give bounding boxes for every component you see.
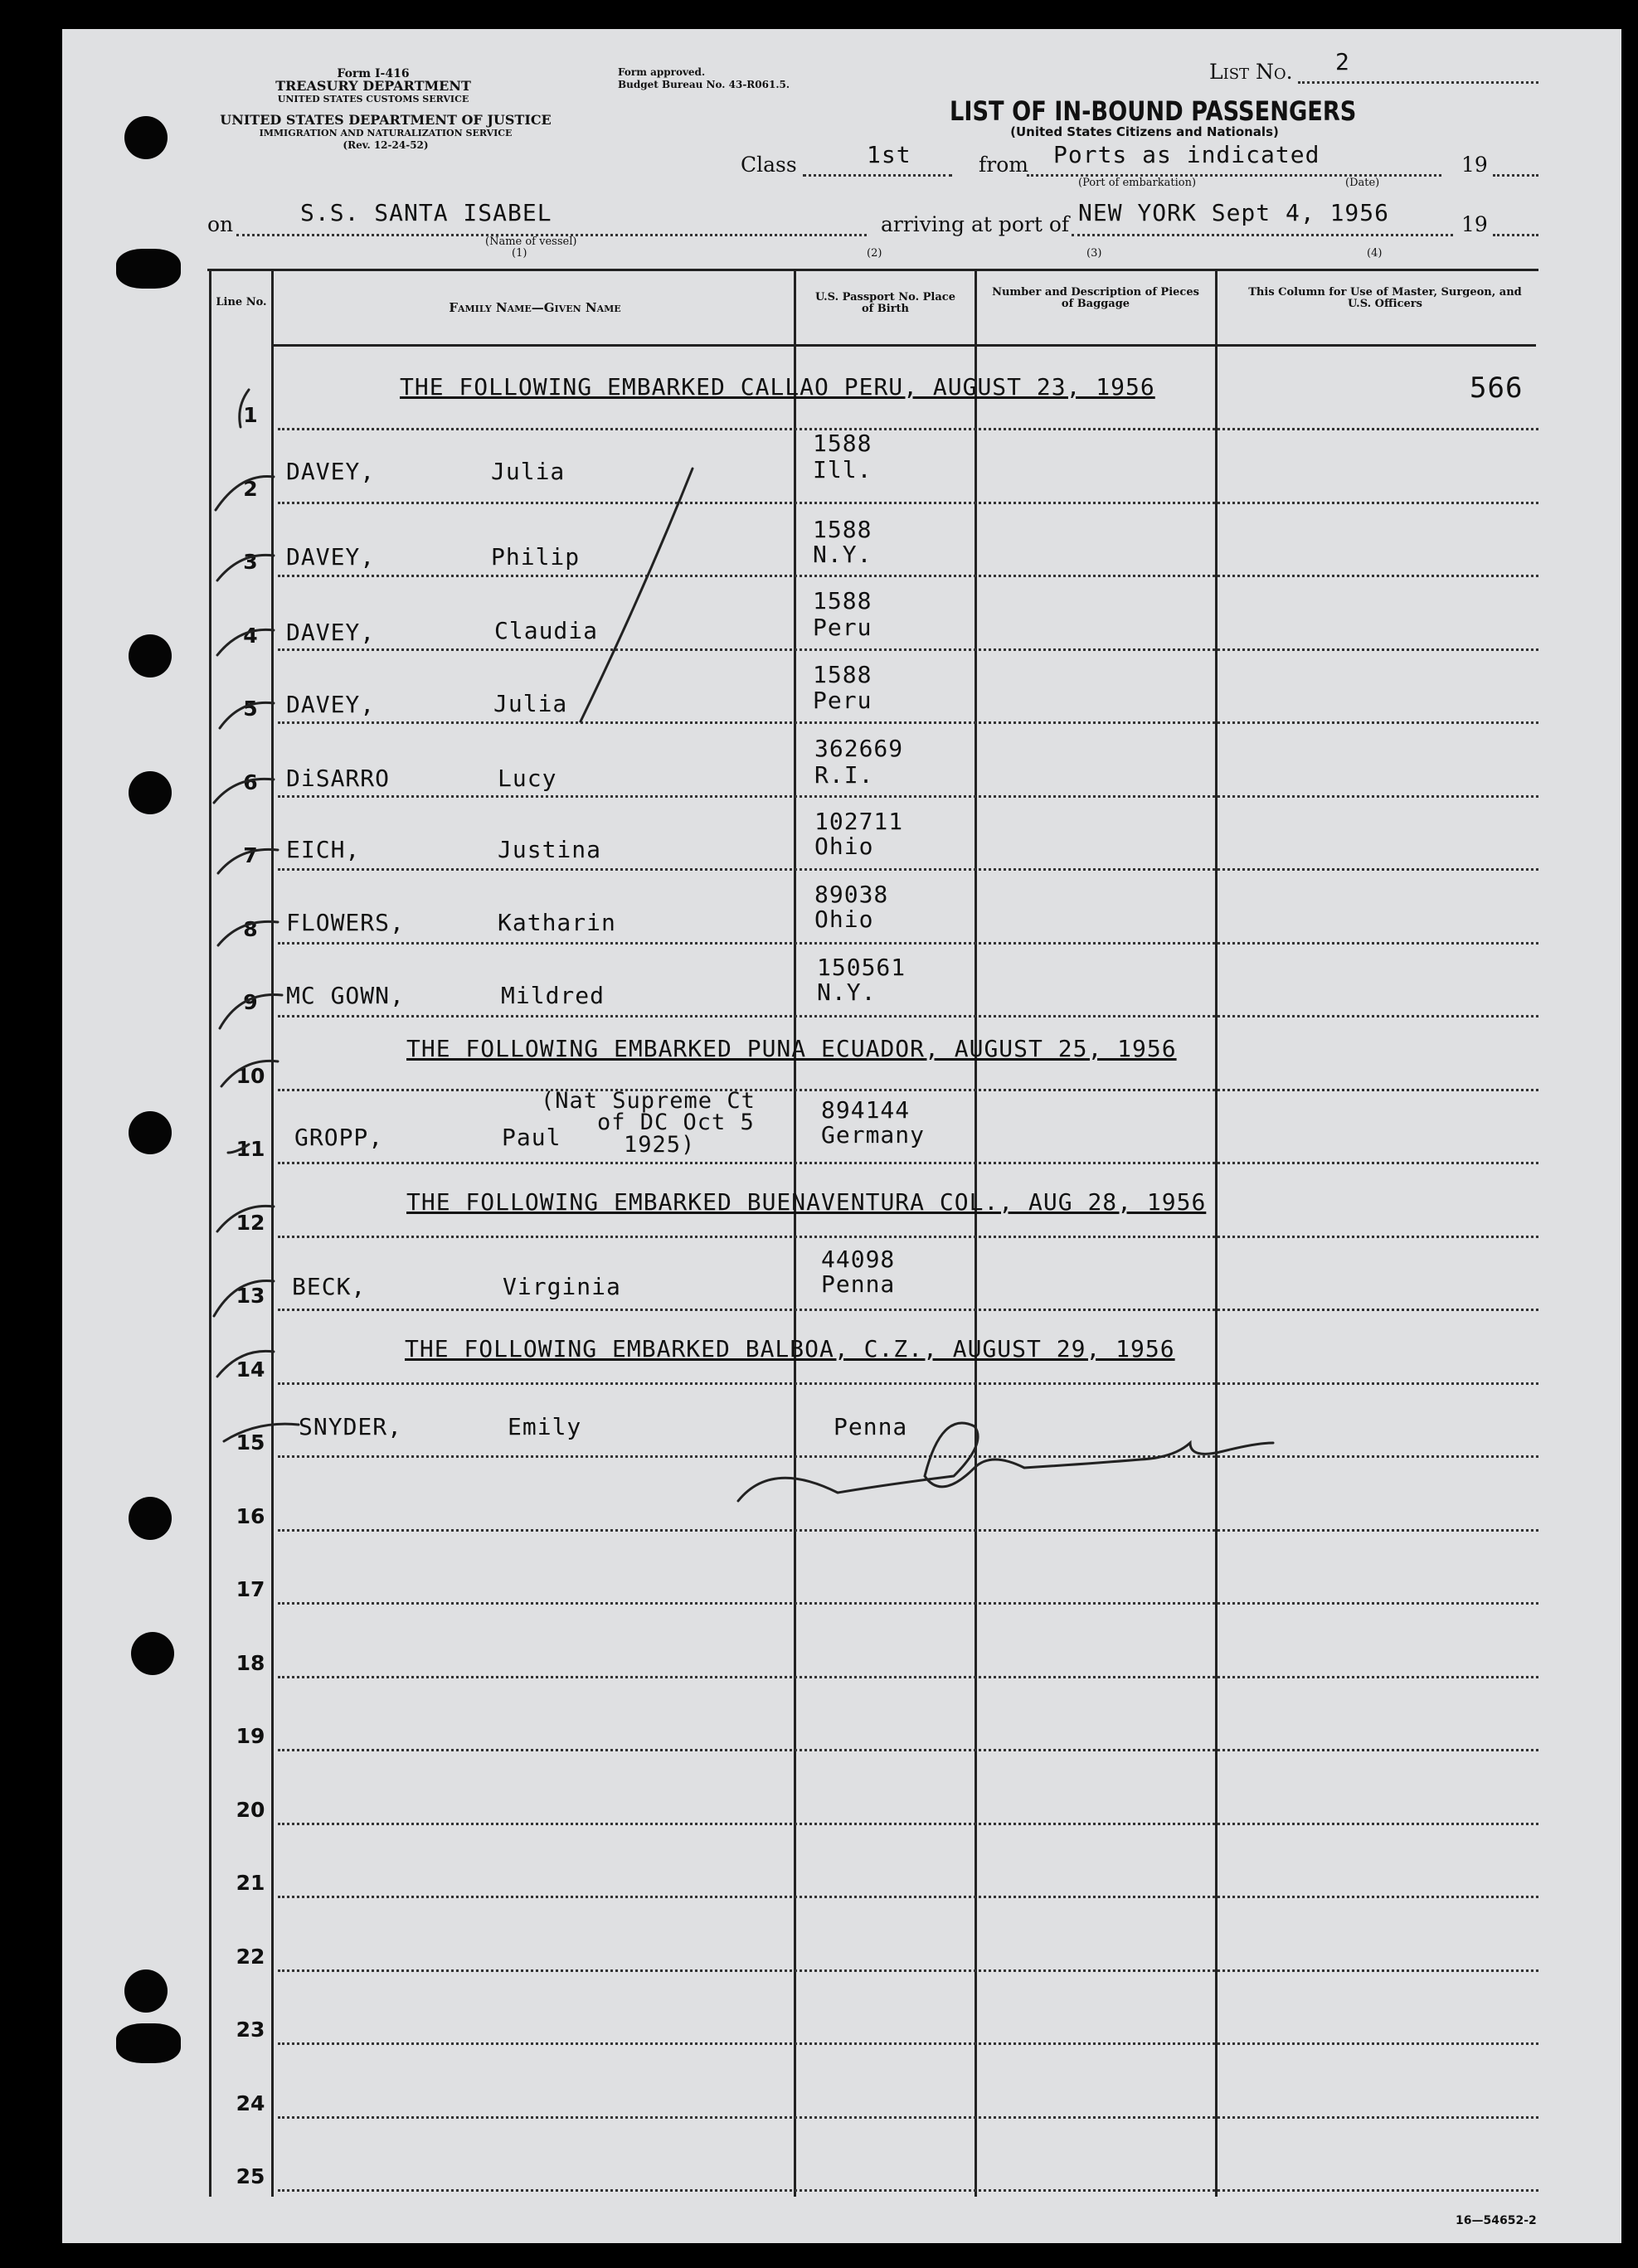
naturalization-note: 1925) [624, 1132, 696, 1158]
passenger-family: DAVEY, [286, 458, 376, 485]
birth-place: Peru [813, 614, 872, 641]
passport-number: 89038 [814, 881, 889, 908]
passenger-given: Paul [502, 1124, 561, 1151]
passenger-given: Emily [508, 1413, 582, 1440]
passenger-given: Philip [491, 543, 581, 571]
passenger-given: Justina [498, 836, 602, 863]
check-mark [217, 555, 274, 580]
passenger-family: DAVEY, [286, 691, 376, 718]
ins-service: IMMIGRATION AND NATURALIZATION SERVICE [259, 128, 513, 138]
passport-number: 894144 [821, 1096, 911, 1124]
form-title: LIST OF IN-BOUND PASSENGERS [950, 95, 1357, 127]
passenger-family: EICH, [286, 836, 361, 863]
embark-heading: THE FOLLOWING EMBARKED PUNA ECUADOR, AUGUST 25, 1956 [406, 1035, 1177, 1062]
list-no-value: 2 [1335, 48, 1350, 75]
from-label: from [979, 153, 1028, 177]
form-number: Form I-416 [337, 67, 410, 80]
naturalization-note: of DC Oct 5 [597, 1110, 755, 1135]
budget-bureau: Budget Bureau No. 43-R061.5. [618, 79, 790, 90]
line-number: 10 [236, 1063, 265, 1088]
class-value: 1st [867, 141, 911, 168]
check-mark [218, 921, 278, 945]
line-number: 4 [243, 623, 258, 648]
passenger-given: Katharin [498, 909, 616, 936]
signature-label [0, 0, 4, 1]
date-caption: (Date) [1345, 177, 1380, 189]
passenger-given: Lucy [498, 765, 557, 792]
line-number: 6 [243, 770, 258, 794]
line-number: 14 [236, 1357, 265, 1382]
line-number: 12 [236, 1210, 265, 1235]
arriving-label: arriving at port of [881, 212, 1070, 236]
passenger-family: SNYDER, [299, 1413, 403, 1440]
check-mark [214, 779, 274, 803]
check-mark [218, 849, 278, 873]
justice-dept: UNITED STATES DEPARTMENT OF JUSTICE [220, 112, 552, 128]
passport-number: 150561 [817, 954, 906, 981]
col-header-name: Family Name—Given Name [449, 300, 621, 315]
class-label: Class [741, 153, 797, 177]
passport-number: 102711 [814, 808, 904, 835]
check-mark [217, 1206, 274, 1231]
year-label-2: 19 [1461, 212, 1488, 236]
form-approved: Form approved. [618, 66, 706, 78]
line-number: 1 [243, 403, 258, 427]
footer-code: 16—54652-2 [1456, 2214, 1537, 2227]
line-number: 15 [236, 1430, 265, 1455]
form-subtitle: (United States Citizens and Nationals) [1010, 124, 1279, 139]
birth-place: N.Y. [817, 979, 877, 1006]
treasury-dept: TREASURY DEPARTMENT [275, 78, 471, 94]
check-mark [228, 1144, 249, 1153]
passenger-family: GROPP, [294, 1124, 384, 1151]
check-mark [224, 1424, 299, 1441]
passport-number: 1588 [813, 516, 872, 543]
col-header-baggage: Number and Description of Pieces of Baggage [992, 286, 1199, 310]
passport-number: 362669 [814, 735, 904, 762]
line-number: 18 [236, 1650, 265, 1675]
check-mark [221, 1061, 278, 1086]
birth-place: Peru [813, 687, 872, 714]
passenger-family: DAVEY, [286, 543, 376, 571]
birth-place: R.I. [814, 761, 874, 789]
check-mark [217, 1351, 274, 1377]
passenger-family: FLOWERS, [286, 909, 405, 936]
line-number: 3 [243, 550, 258, 574]
passenger-given: Julia [493, 690, 568, 717]
port-caption: (Port of embarkation) [1078, 177, 1197, 189]
passenger-given: Mildred [501, 982, 605, 1009]
check-mark [217, 629, 274, 655]
passenger-given: Claudia [494, 617, 599, 644]
embark-heading: THE FOLLOWING EMBARKED BALBOA, C.Z., AUGUST 29, 1956 [405, 1335, 1175, 1362]
line-number: 22 [236, 1944, 265, 1969]
line-number: 17 [236, 1577, 265, 1601]
embark-heading: THE FOLLOWING EMBARKED BUENAVENTURA COL., AUG 28, 1956 [406, 1188, 1207, 1216]
line-number: 11 [236, 1137, 265, 1161]
passport-number: 44098 [821, 1246, 896, 1273]
check-mark [220, 702, 274, 728]
naturalization-note: (Nat Supreme Ct [541, 1088, 756, 1114]
line-number: 19 [236, 1724, 265, 1748]
line-number: 16 [236, 1503, 265, 1528]
revision: (Rev. 12-24-52) [343, 139, 429, 151]
check-mark [216, 477, 274, 511]
passenger-family: DAVEY, [286, 619, 376, 646]
passenger-given: Julia [491, 458, 566, 485]
arrival-value: NEW YORK Sept 4, 1956 [1078, 199, 1390, 226]
line-number: 20 [236, 1797, 265, 1822]
caption-1: (1) [512, 247, 527, 260]
caption-2: (2) [867, 247, 882, 260]
pen-stroke [581, 469, 693, 721]
line-number: 5 [243, 697, 258, 721]
margin-note: 566 [1470, 372, 1524, 405]
passport-number: 1588 [813, 587, 872, 614]
passenger-family: DiSARRO [286, 765, 391, 792]
col-header-passport: U.S. Passport No. Place of Birth [815, 291, 955, 315]
vessel-caption: (Name of vessel) [485, 236, 577, 248]
line-number: 7 [243, 843, 258, 867]
passenger-given: Virginia [503, 1273, 621, 1300]
line-number: 24 [236, 2091, 265, 2115]
birth-place: Penna [834, 1413, 908, 1440]
passenger-family: BECK, [292, 1273, 367, 1300]
from-value: Ports as indicated [1053, 141, 1320, 168]
col-header-officers: This Column for Use of Master, Surgeon, and U.S. Officers [1248, 286, 1522, 310]
line-number: 21 [236, 1871, 265, 1895]
customs-service: UNITED STATES CUSTOMS SERVICE [277, 94, 469, 104]
passport-number: 1588 [813, 430, 872, 457]
caption-3: (3) [1086, 247, 1102, 260]
line-number: 8 [243, 916, 258, 941]
birth-place: Ohio [814, 833, 874, 860]
embark-heading: THE FOLLOWING EMBARKED CALLAO PERU, AUGUST 23, 1956 [400, 373, 1155, 401]
line-number: 9 [243, 990, 258, 1014]
on-label: on [207, 212, 234, 236]
passport-number: 1588 [813, 661, 872, 688]
caption-4: (4) [1367, 247, 1383, 260]
signature-stroke [738, 1423, 1273, 1501]
list-no-label: List No. [1209, 60, 1293, 84]
col-header-line-no: Line No. [216, 296, 267, 308]
birth-place: Germany [821, 1121, 926, 1149]
line-number: 13 [236, 1284, 265, 1308]
check-mark [240, 390, 249, 427]
birth-place: Ohio [814, 906, 874, 933]
vessel-name: S.S. SANTA ISABEL [300, 199, 552, 226]
line-number: 23 [236, 2018, 265, 2042]
birth-place: N.Y. [813, 541, 872, 568]
birth-place: Penna [821, 1270, 896, 1298]
line-number: 2 [243, 476, 258, 501]
line-number: 25 [236, 2164, 265, 2188]
check-mark [220, 995, 282, 1029]
birth-place: Ill. [813, 456, 872, 483]
check-mark [214, 1281, 274, 1316]
year-label-1: 19 [1461, 153, 1488, 177]
passenger-family: MC GOWN, [286, 982, 405, 1009]
